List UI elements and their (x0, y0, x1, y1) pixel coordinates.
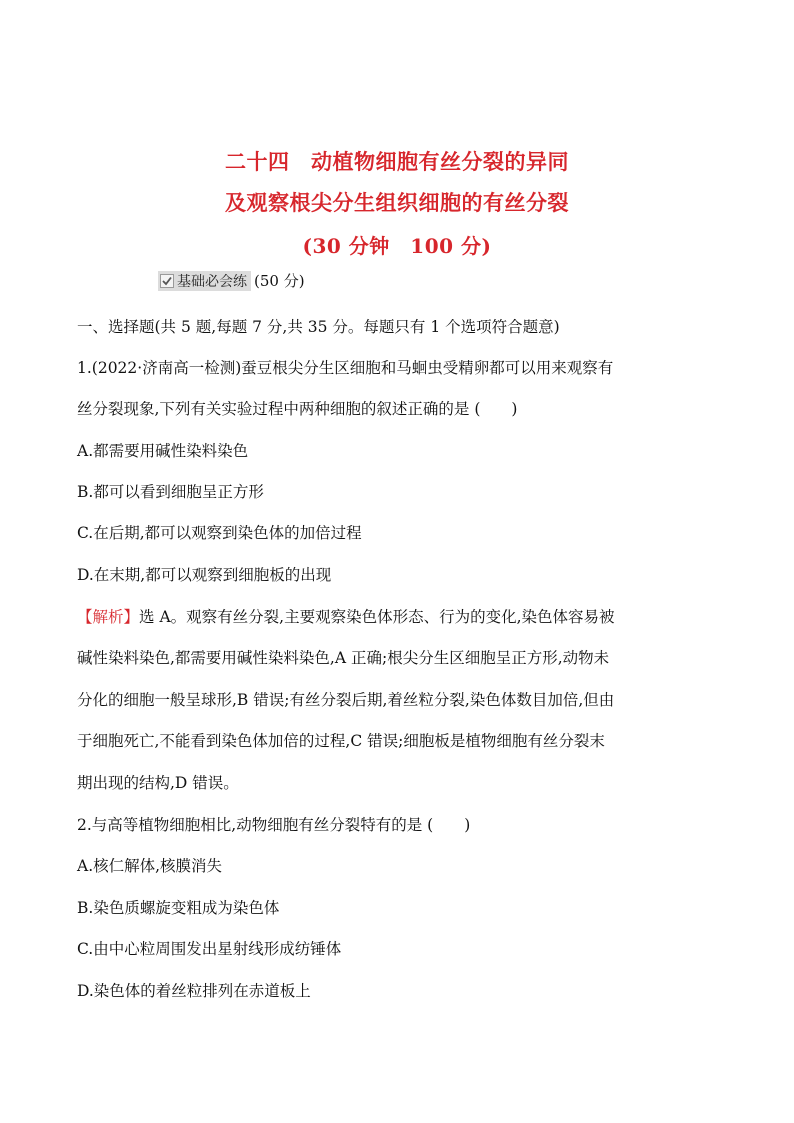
question1-analysis-line3: 分化的细胞一般呈球形,B 错误;有丝分裂后期,着丝粒分裂,染色体数目加倍,但由 (77, 691, 615, 709)
question2-option-d: D.染色体的着丝粒排列在赤道板上 (77, 982, 311, 1000)
question1-option-c: C.在后期,都可以观察到染色体的加倍过程 (77, 524, 362, 542)
time-score-label: (30 分钟 100 分) (302, 234, 492, 258)
question1-analysis-line1 (77, 607, 727, 627)
question1-analysis-line5: 期出现的结构,D 错误。 (77, 774, 239, 792)
question2-option-b: B.染色质螺旋变粗成为染色体 (77, 899, 280, 917)
section-badge (158, 271, 251, 291)
question1-option-a: A.都需要用碱性染料染色 (77, 442, 249, 460)
section-badge-label: 基础必会练 (177, 273, 247, 290)
question2-option-a: A.核仁解体,核膜消失 (77, 857, 223, 875)
page-title-line1: 二十四 动植物细胞有丝分裂的异同 (225, 150, 569, 174)
analysis-text: 选 A。观察有丝分裂,主要观察染色体形态、行为的变化,染色体容易被 (139, 608, 615, 626)
question2-option-c: C.由中心粒周围发出星射线形成纺锤体 (77, 940, 342, 958)
question1-stem-line2: 丝分裂现象,下列有关实验过程中两种细胞的叙述正确的是 ( ) (77, 400, 518, 418)
page-title-line2: 及观察根尖分生组织细胞的有丝分裂 (225, 191, 569, 215)
checkbox-checked-icon (160, 274, 174, 288)
question1-stem-line1: 1.(2022·济南高一检测)蚕豆根尖分生区细胞和马蛔虫受精卵都可以用来观察有 (77, 359, 614, 377)
question1-option-d: D.在末期,都可以观察到细胞板的出现 (77, 566, 332, 584)
section-badge-score: (50 分) (254, 272, 305, 290)
section-badge-row (158, 270, 305, 291)
question1-option-b: B.都可以看到细胞呈正方形 (77, 483, 264, 501)
section-instructions: 一、选择题(共 5 题,每题 7 分,共 35 分。每题只有 1 个选项符合题意) (77, 318, 560, 336)
question2-stem: 2.与高等植物细胞相比,动物细胞有丝分裂特有的是 ( ) (77, 816, 471, 834)
question1-analysis-line4: 于细胞死亡,不能看到染色体加倍的过程,C 错误;细胞板是植物细胞有丝分裂末 (77, 732, 605, 750)
analysis-tag: 【解析】 (77, 608, 140, 626)
question1-analysis-line2: 碱性染料染色,都需要用碱性染料染色,A 正确;根尖分生区细胞呈正方形,动物未 (77, 649, 610, 667)
